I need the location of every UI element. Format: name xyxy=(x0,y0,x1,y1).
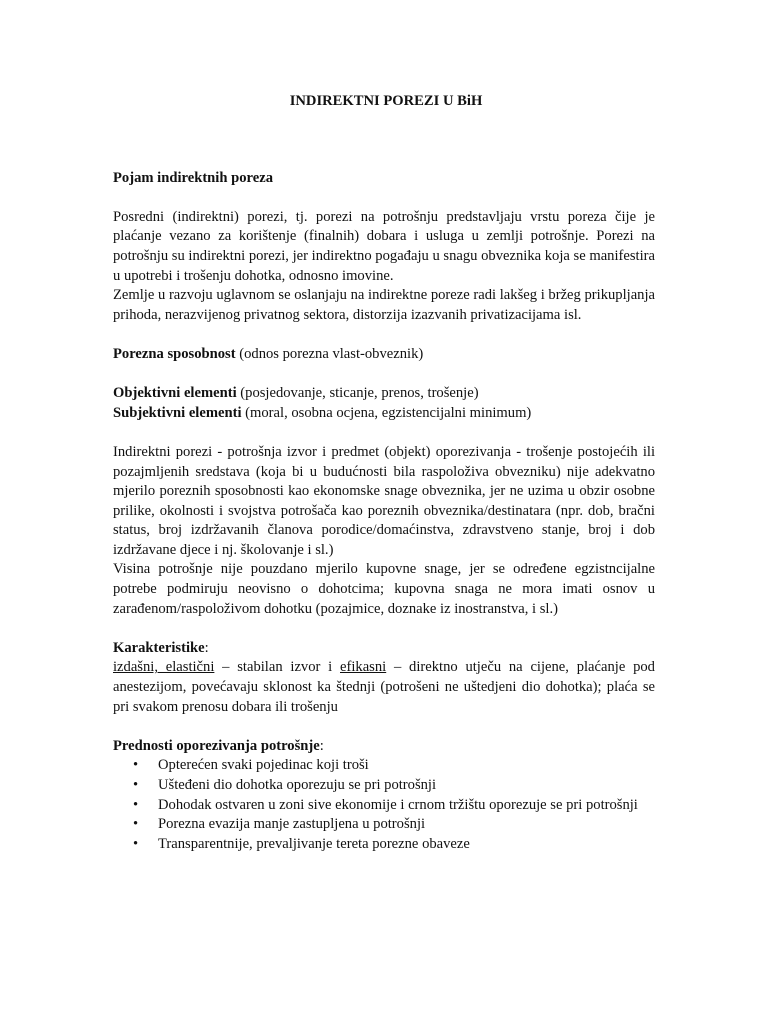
subjektivni-label: Subjektivni elementi xyxy=(113,404,242,421)
list-item xyxy=(113,835,655,855)
list-item xyxy=(113,796,655,816)
karakteristike-text xyxy=(113,658,655,717)
list-item xyxy=(113,815,655,835)
bullet-icon: • xyxy=(133,757,139,774)
prednosti-list xyxy=(113,756,655,854)
karakteristike-text-2: – direktno utječu na cijene, plaćanje pod anestezijom, povećavaju sklonost ka štednji (potrošeni ne uštedjeni dio dohotka); plaća se pri svakom prenosu dobara ili trošenju xyxy=(113,659,655,715)
bullet-icon: • xyxy=(133,796,139,813)
prednosti-colon: : xyxy=(319,737,324,754)
list-item xyxy=(113,776,655,796)
bullet-icon: • xyxy=(133,816,139,833)
list-item-text: Porezna evazija manje zastupljena u potrošnji xyxy=(158,816,426,833)
subjektivni-line xyxy=(113,404,655,424)
objektivni-label: Objektivni elementi xyxy=(113,385,237,402)
bullet-icon: • xyxy=(133,835,139,852)
list-item xyxy=(113,756,655,776)
subjektivni-text: (moral, osobna ocjena, egzistencijalni minimum) xyxy=(241,404,532,421)
porezna-sposobnost-line xyxy=(113,345,655,365)
paragraph-zemlje: Zemlje u razvoju uglavnom se oslanjaju na indirektne poreze radi lakšeg i bržeg prikupljanja prihoda, nerazvijenog privatnog sektora, distorzija izazvanih privatizacijama isl. xyxy=(113,287,655,323)
paragraph-indirektni: Indirektni porezi - potrošnja izvor i predmet (objekt) oporezivanja - trošenje postojećih ili pozajmljenih sredstava (koja bi u budućnosti bila raspoloživa obvezniku) nije adekvatno mjerilo poreznih sposobnosti kao ekonomske snage obveznika, jer ne uzima u obzir osobne prilike, okolnosti i svojstva potrošača kao poreznih obveznika/destinatara (npr. dob, bračni status, broj izdržavanih članova porodice/domaćinstva, zdravstveno stanje, broj i dob izdržavane djece i nj. školovanje i sl.) xyxy=(113,443,655,558)
objektivni-line xyxy=(113,384,655,404)
document-title: INDIREKTNI POREZI U BiH xyxy=(289,93,483,109)
objektivni-text: (posjedovanje, sticanje, prenos, trošenje) xyxy=(236,385,479,402)
prednosti-heading-line xyxy=(113,737,655,757)
paragraph-posredni: Posredni (indirektni) porezi, tj. porezi na potrošnju predstavljaju vrstu poreza čije je plaćanje vezano za korištenje (finalnih) dobara i usluga u zemlji potrošnje. Porezi na potrošnju su indirektni porezi, jer indirektno pogađaju u snagu obveznika koja se manifestira u upotrebi i trošenju dohotka, odnosno imovine. xyxy=(113,208,655,284)
list-item-text: Transparentnije, prevaljivanje tereta porezne obaveze xyxy=(158,835,470,852)
karakteristike-heading-line xyxy=(113,639,655,659)
paragraph-visina: Visina potrošnje nije pouzdano mjerilo kupovne snage, jer se određene egzistncijalne potrebe podmiruju neovisno o dohotcima; kupovna snaga ne mora imati osnov u zarađenom/raspoloživom dohotku (pozajmice, doznake iz inostranstva, i sl.) xyxy=(113,561,655,617)
karakteristike-underlined-1: izdašni, elastični xyxy=(113,659,215,676)
karakteristike-heading: Karakteristike xyxy=(113,639,205,656)
list-item-text: Dohodak ostvaren u zoni sive ekonomije i crnom tržištu oporezuje se pri potrošnji xyxy=(158,796,638,813)
bullet-icon: • xyxy=(133,777,139,793)
list-item-text: Ušteđeni dio dohotka oporezuju se pri potrošnji xyxy=(158,777,437,793)
porezna-sposobnost-label: Porezna sposobnost xyxy=(113,345,236,362)
prednosti-heading: Prednosti oporezivanja potrošnje xyxy=(113,737,320,754)
karakteristike-underlined-2: efikasni xyxy=(340,659,387,676)
list-item-text: Opterećen svaki pojedinac koji troši xyxy=(158,757,369,774)
section-heading-pojam: Pojam indirektnih poreza xyxy=(113,169,273,186)
karakteristike-colon: : xyxy=(204,639,209,656)
karakteristike-text-1: – stabilan izvor i xyxy=(214,659,340,676)
document-body xyxy=(113,92,655,854)
porezna-sposobnost-text: (odnos porezna vlast-obveznik) xyxy=(235,345,424,362)
